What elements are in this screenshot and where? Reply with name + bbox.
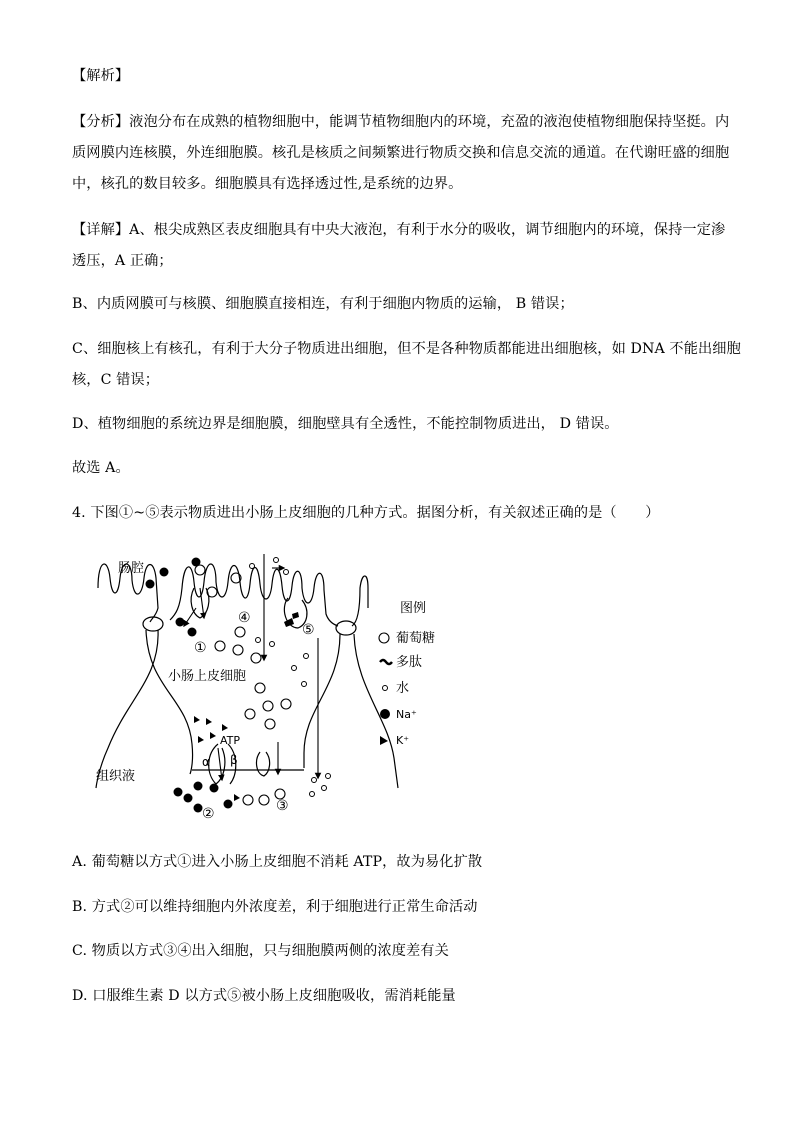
carrier-protein-1	[191, 588, 209, 618]
carrier-protein-2	[209, 744, 225, 784]
marker-3: ③	[276, 798, 289, 814]
detail-option-c: C、细胞核上有核孔，有利于大分子物质进出细胞，但不是各种物质都能进出细胞核，如 DNA 不能出细胞	[72, 341, 741, 357]
answer-line: 故选 A。	[72, 460, 130, 476]
marker-2: ②	[202, 806, 215, 822]
cell-label: 小肠上皮细胞	[168, 669, 247, 684]
transport-diagram	[88, 548, 468, 828]
peptide-icon	[380, 660, 392, 664]
alpha-label: α	[202, 755, 210, 769]
legend-water: 水	[396, 681, 410, 696]
legend-peptide: 多肽	[396, 655, 423, 670]
na-icon	[380, 709, 390, 719]
k-icon	[380, 736, 388, 745]
option-b: B. 方式②可以维持细胞内外浓度差，利于细胞进行正常生命活动	[72, 899, 478, 915]
analysis-text: 【分析】液泡分布在成熟的植物细胞中，能调节植物细胞内的环境，充盈的液泡使植物细胞保持坚挺。内	[72, 114, 730, 130]
legend-k: K⁺	[396, 734, 410, 747]
lumen-label: 肠腔	[118, 561, 145, 576]
legend-glucose: 葡萄糖	[396, 631, 436, 646]
marker-1: ①	[194, 640, 207, 656]
marker-5: ⑤	[302, 622, 315, 638]
option-c: C. 物质以方式③④出入细胞，只与细胞膜两侧的浓度差有关	[72, 943, 449, 959]
glucose-icon	[379, 633, 389, 643]
detail-option-a: 透压，A 正确；	[72, 253, 173, 269]
water-icon	[383, 686, 388, 691]
cell-membrane-right	[304, 634, 340, 768]
beta-label: β	[230, 753, 238, 767]
marker-4: ④	[238, 610, 251, 626]
legend	[379, 601, 435, 747]
legend-title: 图例	[400, 601, 427, 616]
detail-option-d: D、植物细胞的系统边界是细胞膜，细胞壁具有全透性，不能控制物质进出， D 错误。	[72, 416, 619, 432]
atp-label: ATP	[220, 734, 241, 747]
option-d: D. 口服维生素 D 以方式⑤被小肠上皮细胞吸收，需消耗能量	[72, 988, 456, 1004]
detail-option-a: 【详解】A、根尖成熟区表皮细胞具有中央大液泡，有利于水分的吸收，调节细胞内的环境，保持一定渗	[72, 222, 726, 238]
analysis-text: 质网膜内连核膜，外连细胞膜。核孔是核质之间频繁进行物质交换和信息交流的通道。在代谢旺盛的细胞	[72, 145, 730, 161]
tissue-fluid-label: 组织液	[96, 769, 136, 784]
option-a: A. 葡萄糖以方式①进入小肠上皮细胞不消耗 ATP，故为易化扩散	[72, 854, 483, 870]
legend-na: Na⁺	[396, 708, 417, 721]
carrier-protein-3	[257, 752, 270, 776]
question-stem: 4. 下图①~⑤表示物质进出小肠上皮细胞的几种方式。据图分析，有关叙述正确的是（ ）	[72, 505, 660, 521]
cell-membrane-left	[146, 630, 193, 774]
detail-option-c: 核，C 错误；	[72, 372, 160, 388]
analysis-text: 中，核孔的数目较多。细胞膜具有选择透过性,是系统的边界。	[72, 176, 463, 192]
section-header: 【解析】	[72, 68, 130, 84]
detail-option-b: B、内质网膜可与核膜、细胞膜直接相连，有利于细胞内物质的运输， B 错误；	[72, 296, 574, 312]
